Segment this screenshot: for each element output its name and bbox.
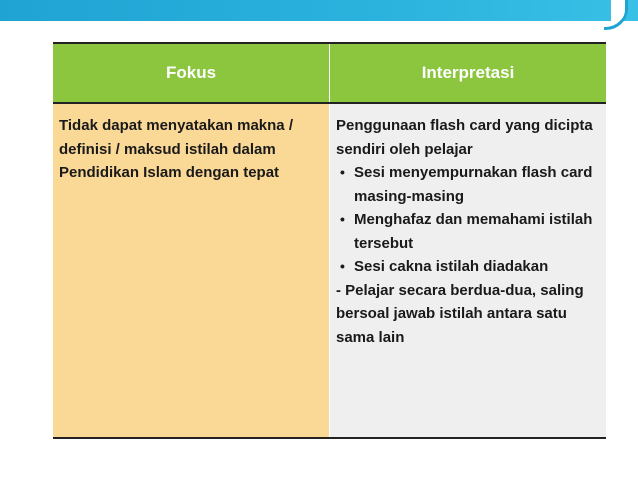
interpretasi-note: - Pelajar secara berdua-dua, saling bersoal jawab istilah antara satu sama lain	[336, 281, 584, 346]
slide-top-bar	[0, 0, 638, 21]
list-item: • Sesi cakna istilah diadakan	[336, 255, 600, 279]
content-table	[53, 42, 606, 439]
list-item: • Sesi menyempurnakan flash card masing-masing	[336, 161, 600, 208]
slide-corner-decoration	[604, 0, 628, 30]
interpretasi-bullet-list	[336, 161, 600, 279]
bullet-icon: •	[340, 164, 345, 180]
fokus-text: Tidak dapat menyatakan makna / definisi / maksud istilah dalam Pendidikan Islam dengan tepat	[59, 117, 293, 181]
header-fokus: Fokus	[53, 43, 330, 103]
table-header-row	[53, 43, 606, 103]
list-item: • Menghafaz dan memahami istilah tersebut	[336, 208, 600, 255]
interpretasi-intro: Penggunaan flash card yang dicipta sendiri oleh pelajar	[336, 117, 593, 158]
table-row	[53, 103, 606, 438]
bullet-icon: •	[340, 211, 345, 227]
header-interpretasi: Interpretasi	[421, 63, 515, 82]
bullet-icon: •	[340, 258, 345, 274]
fokus-cell	[53, 103, 330, 438]
interpretasi-cell	[330, 103, 607, 438]
